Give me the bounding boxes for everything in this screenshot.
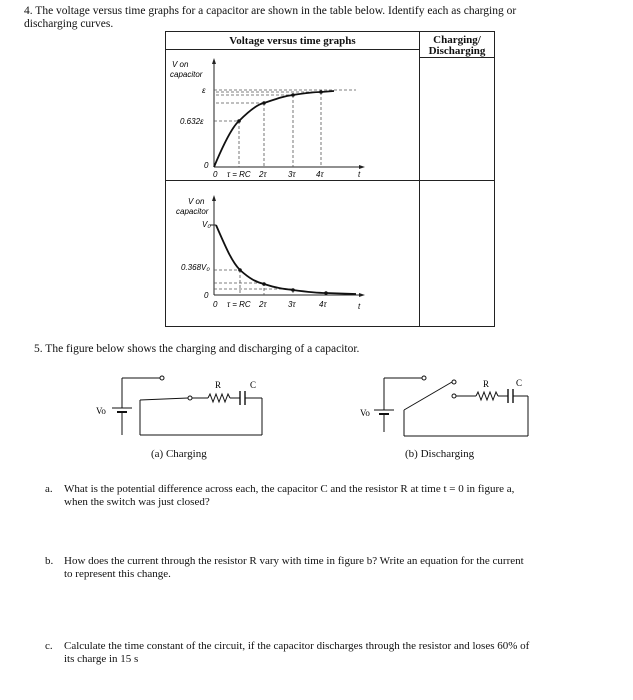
graph2-x0: 0 [213,300,218,309]
circuit-b-c: C [516,378,523,388]
table-header-graphs: Voltage versus time graphs [229,35,356,47]
graph1-x-t: t [358,170,361,179]
graph1-x-arrow [359,165,365,169]
q5b-line2: to represent this change. [64,568,171,580]
q5c-line1: Calculate the time constant of the circuit, if the capacitor discharges through the resistor and loses 60% of [64,640,530,652]
graph1-x-4tau: 4τ [316,170,324,179]
circuit-a-c: C [250,380,257,390]
graph1-y-arrow [212,58,216,64]
q5c-line2: its charge in 15 s [64,653,139,665]
circuit-discharging [358,370,538,440]
switch-a [140,398,188,400]
graph2-x-t: t [358,302,361,311]
graph1-x-tau: τ = RC [227,170,251,179]
q5-heading: 5. The figure below shows the charging and discharging of a capacitor. [34,343,360,355]
graph2-x-2tau: 2τ [259,300,267,309]
graph2-y-title-2: capacitor [176,207,209,216]
caption-charging: (a) Charging [151,448,207,460]
graph1-x0: 0 [213,170,218,179]
q5a-letter: a. [45,483,53,495]
circuit-b-source: Vo [360,408,370,418]
graph-charging [166,55,418,180]
graph2-x-4tau: 4τ [319,300,327,309]
circuit-b-r: R [483,379,490,389]
table-column-divider [419,32,420,326]
q5a-line1: What is the potential difference across each, the capacitor C and the resistor R at time t = 0 in figure a, [64,483,515,495]
graph1-y-title-2: capacitor [170,70,203,79]
graph1-y-mid: 0.632ε [180,117,204,126]
table-header-charging-line2: Discharging [428,45,486,57]
graph2-x-tau: τ = RC [227,300,251,309]
circuit-charging [90,370,270,440]
circuit-a-source: Vo [96,406,106,416]
table-header-underline-left [166,49,419,50]
graph1-origin: 0 [204,161,209,170]
graph2-origin: 0 [204,291,209,300]
graph2-y-top: V₀ [202,220,211,229]
graph1-curve [214,91,334,167]
graph1-x-3tau: 3τ [288,170,296,179]
graph-discharging [166,190,418,320]
circuit-a-r: R [215,380,222,390]
graph2-curve [216,225,356,294]
switch-b [404,382,452,410]
graph2-y-title-1: V on [188,197,205,206]
q4-line2: discharging curves. [24,18,114,30]
q5c-letter: c. [45,640,53,652]
caption-discharging: (b) Discharging [405,448,475,460]
q5a-line2: when the switch was just closed? [64,496,210,508]
q4-line1: 4. The voltage versus time graphs for a capacitor are shown in the table below. Identify each as charging or [24,5,517,17]
q5b-letter: b. [45,555,54,567]
resistor-a [208,394,230,402]
graph1-y-title-1: V on [172,60,189,69]
table-header-underline-right [420,57,494,58]
q5b-line1: How does the current through the resistor R vary with time in figure b? Write an equation for the current [64,555,524,567]
graph1-x-2tau: 2τ [259,170,267,179]
graph2-y-mid: 0.368V₀ [181,263,210,272]
graph1-y-top: ε [202,86,206,95]
resistor-b [476,392,498,400]
graph2-x-3tau: 3τ [288,300,296,309]
table-header-charging-line1: Charging/ [433,34,481,46]
